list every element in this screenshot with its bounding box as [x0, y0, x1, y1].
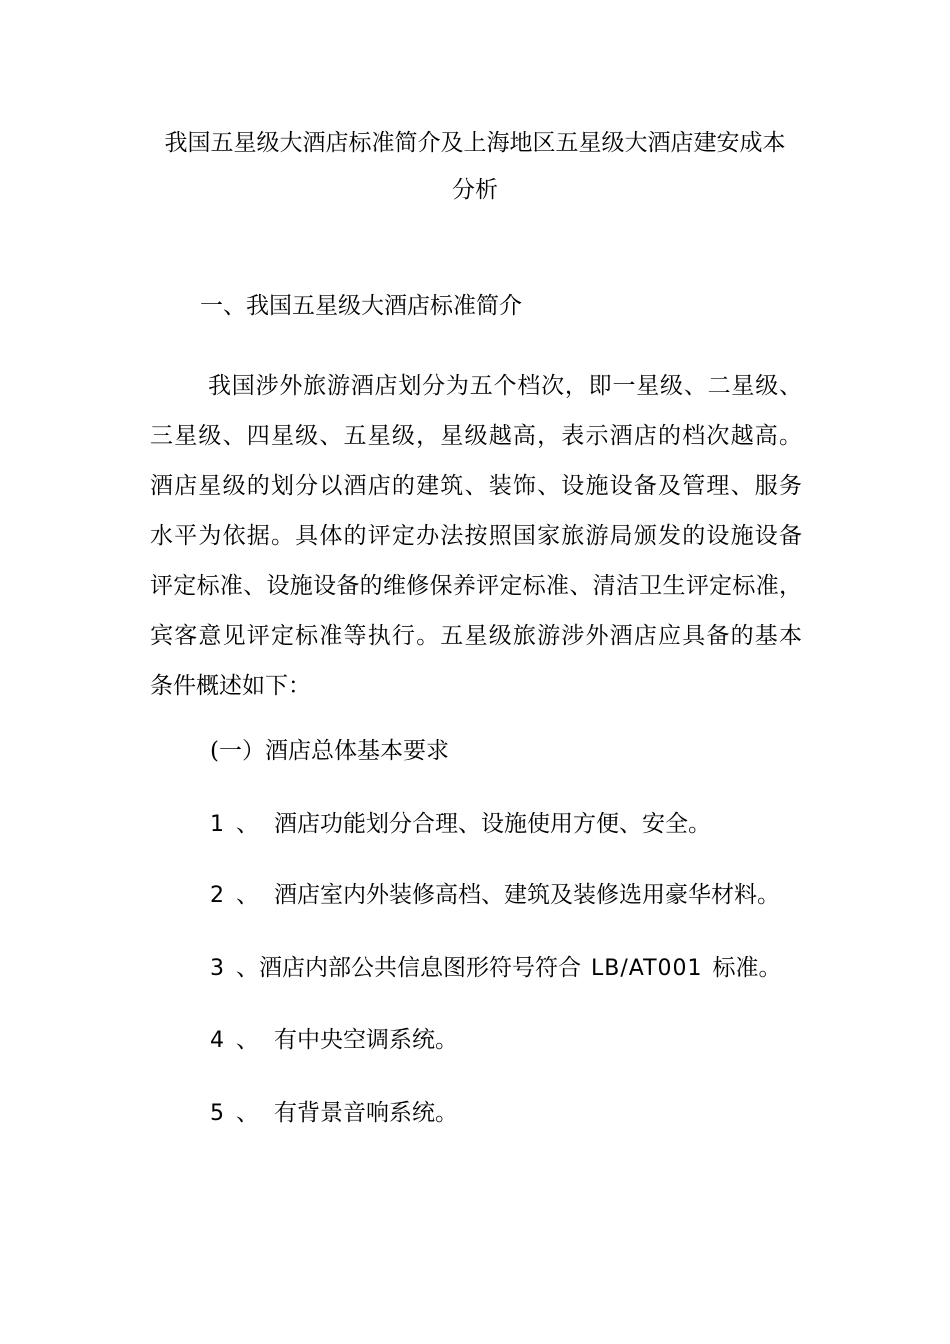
- item-number: 3: [210, 956, 224, 981]
- item-separator: 、: [236, 811, 259, 837]
- item-text: 酒店内部公共信息图形符号符合: [259, 955, 581, 981]
- item-text: 有背景音响系统。: [274, 1100, 458, 1126]
- item-separator: 、: [236, 955, 259, 981]
- list-item-3: [210, 950, 782, 987]
- list-item-4: [210, 1022, 458, 1059]
- item-separator: 、: [236, 1100, 259, 1126]
- paragraph-line: 水平为依据。具体的评定办法按照国家旅游局颁发的设施设备: [150, 523, 802, 549]
- list-item-5: [210, 1095, 458, 1132]
- paragraph-line: 评定标准、设施设备的维修保养评定标准、清洁卫生评定标准，: [150, 573, 802, 599]
- list-item-1: [210, 806, 711, 843]
- item-text: 酒店室内外装修高档、建筑及装修选用豪华材料。: [274, 882, 780, 908]
- list-item-2: [210, 877, 780, 914]
- title-line-1: 我国五星级大酒店标准简介及上海地区五星级大酒店建安成本: [164, 130, 786, 156]
- item-number: 5: [210, 1101, 224, 1126]
- paragraph-line: 宾客意见评定标准等执行。五星级旅游涉外酒店应具备的基本: [150, 623, 802, 649]
- document-title: [150, 120, 800, 214]
- title-line-2: 分析: [452, 177, 498, 203]
- paragraph-line: 我国涉外旅游酒店划分为五个档次，即一星级、二星级、: [208, 373, 802, 399]
- item-text: 有中央空调系统。: [274, 1027, 458, 1053]
- intro-paragraph: [150, 361, 802, 711]
- item-number: 1: [210, 812, 224, 837]
- standard-code: LB/AT001: [591, 956, 703, 981]
- item-separator: 、: [236, 1027, 259, 1053]
- item-text-tail: 标准。: [712, 955, 782, 981]
- paragraph-line: 三星级、四星级、五星级，星级越高，表示酒店的档次越高。: [150, 423, 802, 449]
- item-number: 2: [210, 883, 224, 908]
- item-text: 酒店功能划分合理、设施使用方便、安全。: [274, 811, 711, 837]
- paragraph-line: 酒店星级的划分以酒店的建筑、装饰、设施设备及管理、服务: [150, 473, 802, 499]
- item-number: 4: [210, 1028, 224, 1053]
- subsection-heading: (一）酒店总体基本要求: [210, 738, 449, 764]
- paragraph-line: 条件概述如下：: [150, 673, 311, 699]
- item-separator: 、: [236, 882, 259, 908]
- section-heading: 一、我国五星级大酒店标准简介: [200, 293, 522, 319]
